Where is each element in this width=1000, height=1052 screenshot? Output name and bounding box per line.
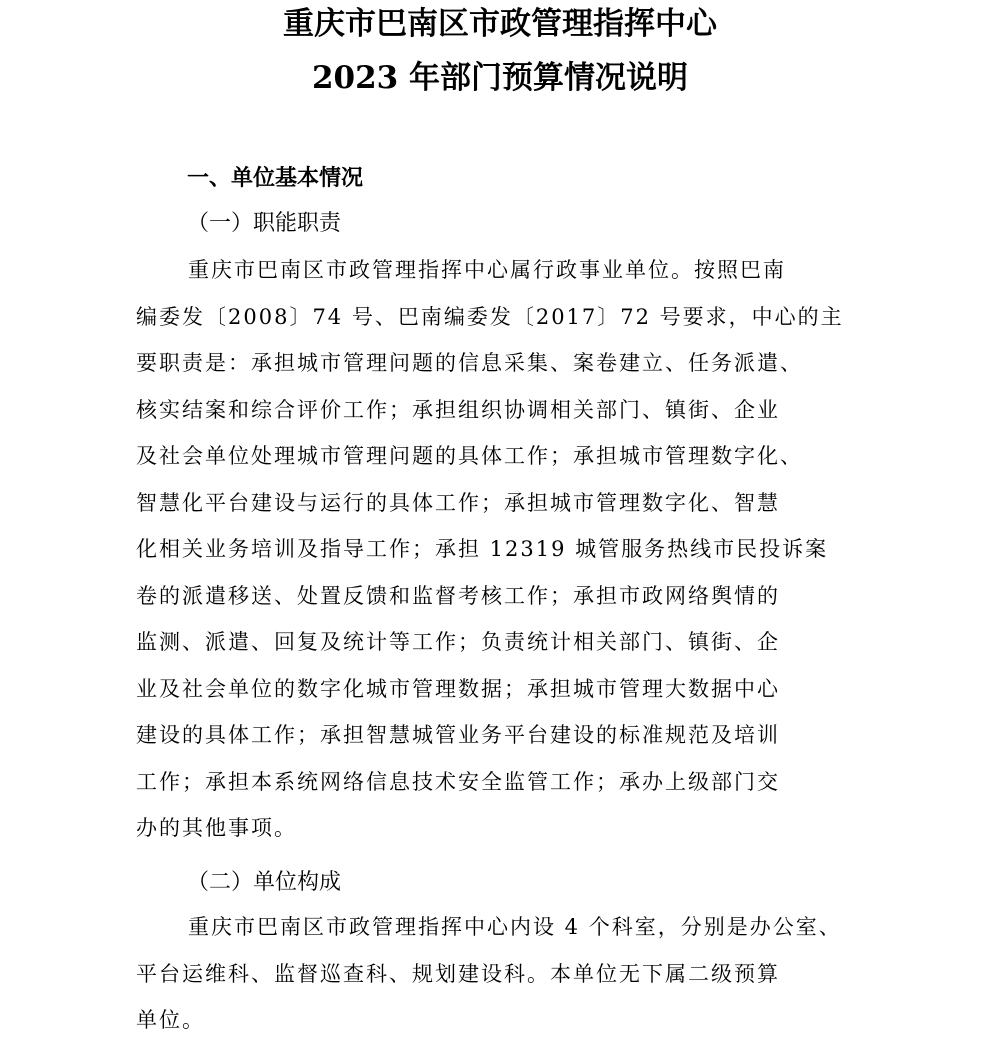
paragraph-line: 监测、派遣、回复及统计等工作；负责统计相关部门、镇街、企 (136, 630, 780, 654)
section-heading-basic-info: 一、单位基本情况 (187, 165, 364, 191)
paragraph-line: 核实结案和综合评价工作；承担组织协调相关部门、镇街、企业 (136, 397, 780, 422)
document-title-line-2: 2023 年部门预算情况说明 (311, 60, 689, 96)
paragraph-line: 办的其他事项。 (136, 816, 297, 840)
paragraph-line: 及社会单位处理城市管理问题的具体工作；承担城市管理数字化、 (136, 444, 803, 468)
paragraph-structure (136, 912, 896, 1052)
paragraph-line: 重庆市巴南区市政管理指挥中心属行政事业单位。按照巴南 (188, 258, 786, 282)
paragraph-line: 工作；承担本系统网络信息技术安全监管工作；承办上级部门交 (136, 769, 780, 794)
paragraph-line: 单位。 (136, 1008, 205, 1032)
document-title-line-1: 重庆市巴南区市政管理指挥中心 (283, 6, 717, 42)
paragraph-line: 化相关业务培训及指导工作；承担 12319 城管服务热线市民投诉案 (136, 537, 829, 561)
subsection-heading-functions: （一）职能职责 (187, 211, 342, 236)
paragraph-line: 平台运维科、监督巡查科、规划建设科。本单位无下属二级预算 (136, 961, 780, 986)
paragraph-line: 智慧化平台建设与运行的具体工作；承担城市管理数字化、智慧 (136, 490, 780, 515)
paragraph-line: 编委发〔2008〕74 号、巴南编委发〔2017〕72 号要求，中心的主 (136, 304, 844, 329)
paragraph-line: 业及社会单位的数字化城市管理数据；承担城市管理大数据中心 (136, 676, 780, 701)
paragraph-functions (136, 255, 896, 860)
paragraph-line: 重庆市巴南区市政管理指挥中心内设 4 个科室，分别是办公室、 (188, 915, 842, 939)
subsection-heading-structure: （二）单位构成 (187, 870, 342, 895)
paragraph-line: 卷的派遣移送、处置反馈和监督考核工作；承担市政网络舆情的 (136, 583, 780, 608)
paragraph-line: 要职责是：承担城市管理问题的信息采集、案卷建立、任务派遣、 (136, 351, 803, 375)
paragraph-line: 建设的具体工作；承担智慧城管业务平台建设的标准规范及培训 (136, 723, 780, 747)
